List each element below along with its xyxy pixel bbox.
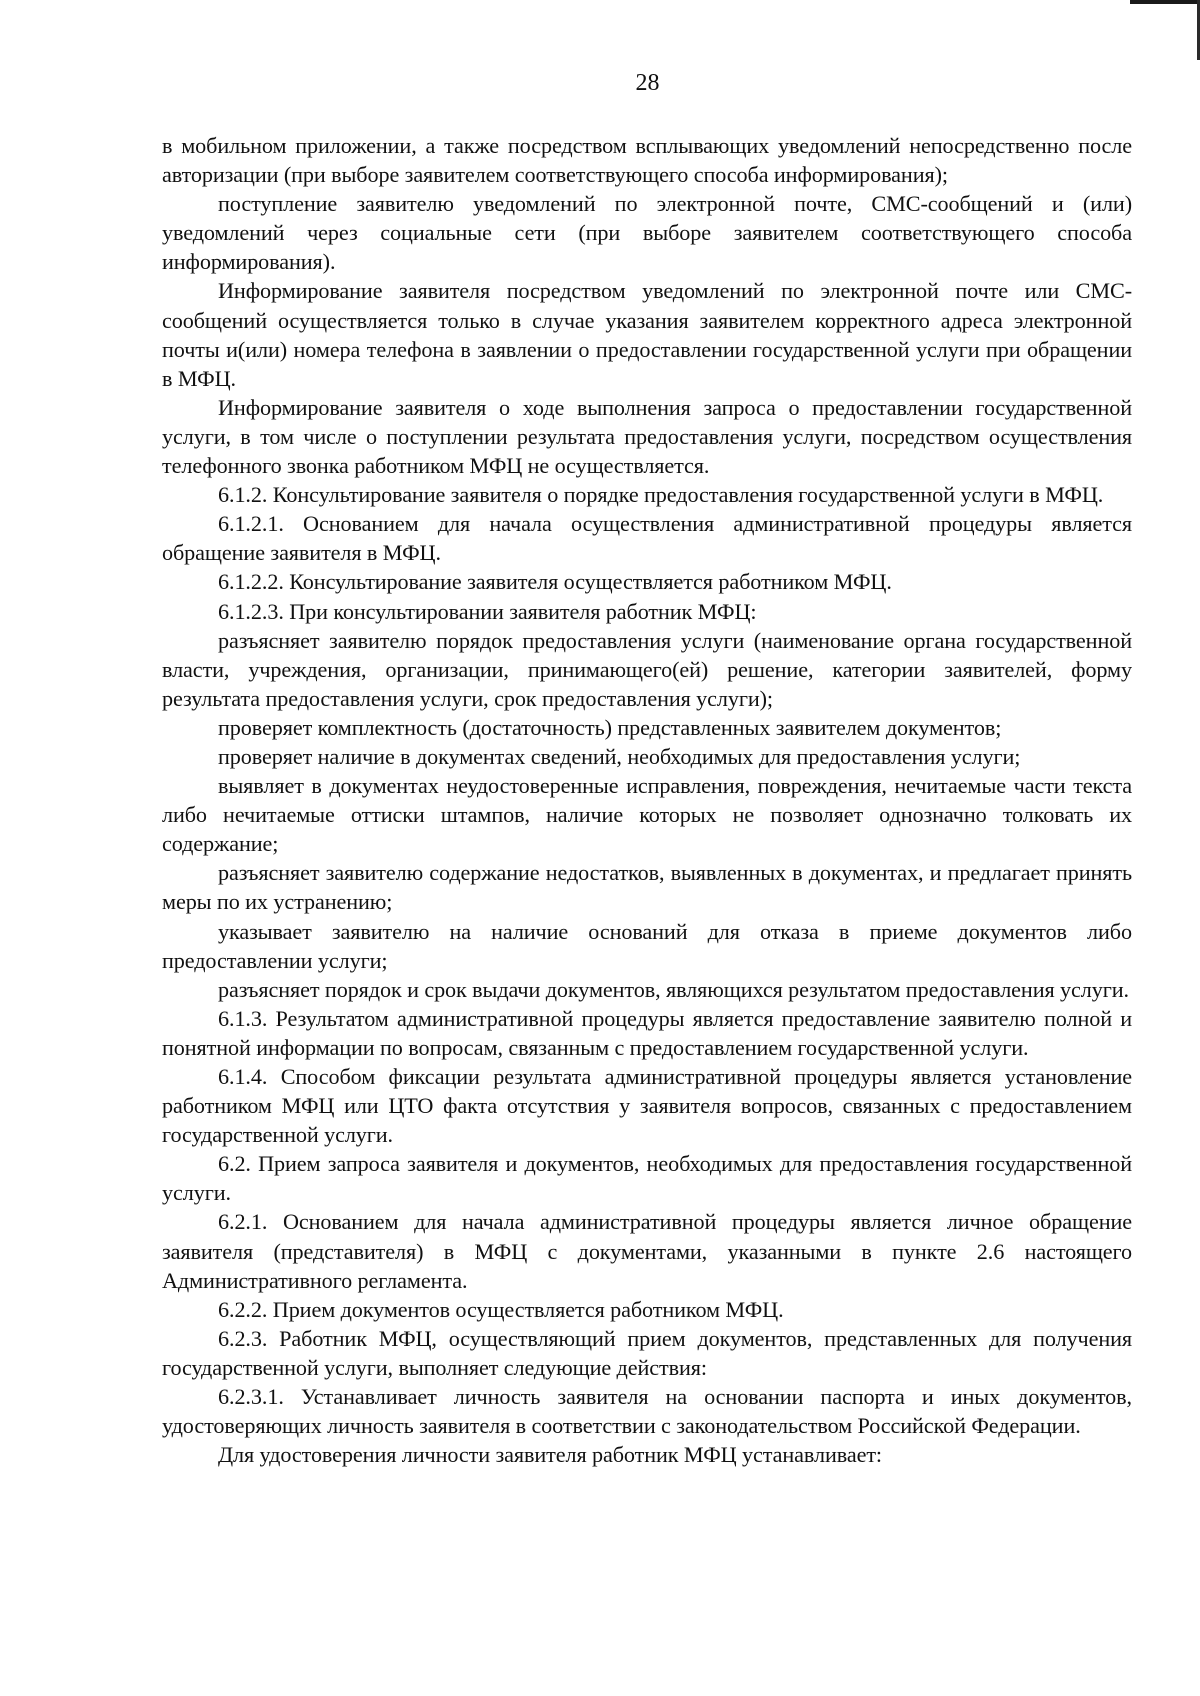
paragraph: в мобильном приложении, а также посредством всплывающих уведомлений непосредственно после авторизации (при выборе заявителем соответствующего способа информирования); xyxy=(162,133,1132,188)
paragraph: 6.1.2. Консультирование заявителя о порядке предоставления государственной услуги в МФЦ. xyxy=(218,482,1104,508)
paragraph: 6.2.3.1. Устанавливает личность заявителя на основании паспорта и иных документов, удостоверяющих личность заявителя в соответствии с законодательством Российской Федерации. xyxy=(162,1384,1132,1439)
paragraph: разъясняет заявителю содержание недостатков, выявленных в документах, и предлагает принять меры по их устранению; xyxy=(162,860,1132,915)
paragraph: разъясняет заявителю порядок предоставления услуги (наименование органа государственной власти, учреждения, организации, принимающего(ей) решение, категории заявителей, форму результата предоставления услуги, срок предоставления услуги); xyxy=(162,627,1132,711)
paragraph: 6.1.2.3. При консультировании заявителя работник МФЦ: xyxy=(218,598,757,624)
paragraph: проверяет наличие в документах сведений, необходимых для предоставления услуги; xyxy=(218,743,1021,769)
page-number: 28 xyxy=(635,70,660,96)
paragraph: указывает заявителю на наличие оснований для отказа в приеме документов либо предоставлении услуги; xyxy=(162,918,1132,973)
document-body xyxy=(162,131,1132,1469)
paragraph: 6.1.3. Результатом административной процедуры является предоставление заявителю полной и понятной информации по вопросам, связанным с предоставлением государственной услуги. xyxy=(162,1005,1132,1060)
paragraph: 6.2.2. Прием документов осуществляется работником МФЦ. xyxy=(218,1296,784,1322)
paragraph: 6.1.2.1. Основанием для начала осуществления административной процедуры является обращение заявителя в МФЦ. xyxy=(162,511,1132,566)
paragraph: проверяет комплектность (достаточность) представленных заявителем документов; xyxy=(218,714,1002,740)
scan-edge-mark xyxy=(1130,0,1200,4)
paragraph: 6.2.3. Работник МФЦ, осуществляющий прием документов, представленных для получения государственной услуги, выполняет следующие действия: xyxy=(162,1325,1132,1380)
paragraph: разъясняет порядок и срок выдачи документов, являющихся результатом предоставления услуги. xyxy=(218,976,1129,1002)
paragraph: Для удостоверения личности заявителя работник МФЦ устанавливает: xyxy=(218,1442,882,1468)
paragraph: 6.1.2.2. Консультирование заявителя осуществляется работником МФЦ. xyxy=(218,569,892,595)
paragraph: 6.2. Прием запроса заявителя и документов, необходимых для предоставления государственной услуги. xyxy=(162,1151,1132,1206)
paragraph: Информирование заявителя о ходе выполнения запроса о предоставлении государственной услуги, в том числе о поступлении результата предоставления услуги, посредством осуществления телефонного звонка работником МФЦ не осуществляется. xyxy=(162,394,1132,479)
paragraph: 6.1.4. Способом фиксации результата административной процедуры является установление работником МФЦ или ЦТО факта отсутствия у заявителя вопросов, связанных с предоставлением государственной услуги. xyxy=(162,1064,1132,1148)
paragraph: поступление заявителю уведомлений по электронной почте, СМС-сообщений и (или) уведомлений через социальные сети (при выборе заявителем соответствующего способа информирования). xyxy=(162,191,1132,275)
paragraph: 6.2.1. Основанием для начала административной процедуры является личное обращение заявителя (представителя) в МФЦ с документами, указанными в пункте 2.6 настоящего Административного регламента. xyxy=(162,1209,1132,1293)
paragraph: выявляет в документах неудостоверенные исправления, повреждения, нечитаемые части текста либо нечитаемые оттиски штампов, наличие которых не позволяет однозначно толковать их содержание; xyxy=(162,773,1132,857)
paragraph: Информирование заявителя посредством уведомлений по электронной почте или СМС-сообщений осуществляется только в случае указания заявителем корректного адреса электронной почты и(или) номера телефона в заявлении о предоставлении государственной услуги при обращении в МФЦ. xyxy=(162,278,1132,391)
